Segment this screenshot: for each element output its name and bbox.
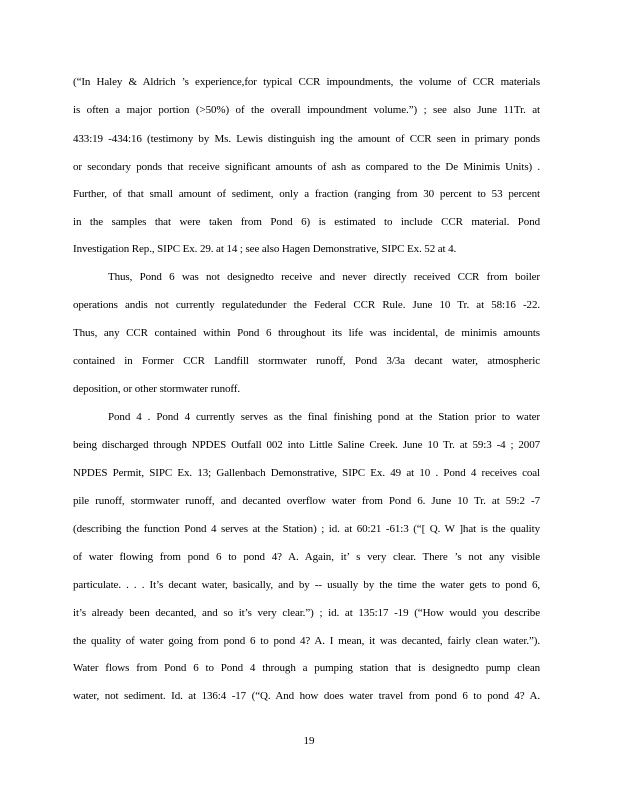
body-text-line: or secondary ponds that receive significant amounts of ash as compared to the De Minimis Units) .	[73, 161, 540, 173]
body-text-line: pile runoff, stormwater runoff, and decanted overflow water from Pond 6. June 10 Tr. at 59:2 ‑7	[73, 495, 540, 507]
paragraph-first-line: Pond 4 . Pond 4 currently serves as the final finishing pond at the Station prior to water	[108, 411, 540, 423]
body-text-line: (“In Haley & Aldrich ’s experience,for typical CCR impoundments, the volume of CCR materials	[73, 76, 540, 88]
body-text-line: operations andis not currently regulatedunder the Federal CCR Rule. June 10 Tr. at 58:16 ‑22.	[73, 299, 540, 311]
body-text-line: is often a major portion (>50%) of the overall impoundment volume.”) ; see also June 11Tr. at	[73, 104, 540, 116]
body-text-line: Thus, any CCR contained within Pond 6 throughout its life was incidental, de minimis amounts	[73, 327, 540, 339]
body-text-line: Water flows from Pond 6 to Pond 4 through a pumping station that is designedto pump clean	[73, 662, 540, 674]
body-text-line: of water flowing from pond 6 to pond 4? A. Again, it’ s very clear. There ’s not any visible	[73, 551, 540, 563]
body-text-line: in the samples that were taken from Pond 6) is estimated to include CCR material. Pond	[73, 216, 540, 228]
body-text-line: particulate. . . . It’s decant water, basically, and by -- usually by the time the water gets to pond 6,	[73, 579, 540, 591]
body-text-line: the quality of water going from pond 6 to pond 4? A. I mean, it was decanted, fairly clean water.”).	[73, 635, 540, 647]
body-text-line: NPDES Permit, SIPC Ex. 13; Gallenbach Demonstrative, SIPC Ex. 49 at 10 . Pond 4 receives coal	[73, 467, 540, 479]
paragraph-first-line: Thus, Pond 6 was not designedto receive and never directly received CCR from boiler	[108, 271, 540, 283]
body-text-line: being discharged through NPDES Outfall 002 into Little Saline Creek. June 10 Tr. at 59:3 ‑4 ; 2007	[73, 439, 540, 451]
page-number: 19	[303, 735, 315, 747]
body-text-line: it’s already been decanted, and so it’s very clear.”) ; id. at 135:17 ‑19 (“How would you describe	[73, 607, 540, 619]
body-text-line: contained in Former CCR Landfill stormwater runoff, Pond 3/3a decant water, atmospheric	[73, 355, 540, 367]
body-text-line: (describing the function Pond 4 serves at the Station) ; id. at 60:21 ‑61:3 (“[ Q. W ]hat is the quality	[73, 523, 540, 535]
body-text-line: water, not sediment. Id. at 136:4 ‑17 (“Q. And how does water travel from pond 6 to pond 4? A.	[73, 690, 540, 702]
body-text-line: Further, of that small amount of sediment, only a fraction (ranging from 30 percent to 53 percent	[73, 188, 540, 200]
body-text-line: Investigation Rep., SIPC Ex. 29. at 14 ; see also Hagen Demonstrative, SIPC Ex. 52 at 4.	[73, 243, 457, 255]
body-text-line: 433:19 ‑434:16 (testimony by Ms. Lewis distinguish ing the amount of CCR seen in primary ponds	[73, 133, 540, 145]
body-text-line: deposition, or other stormwater runoff.	[73, 383, 240, 395]
